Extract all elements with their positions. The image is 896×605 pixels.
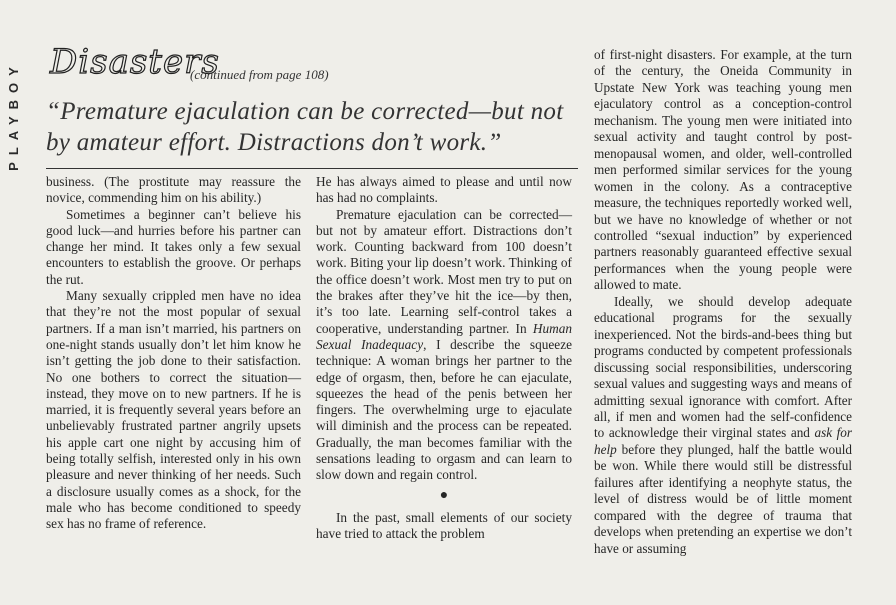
paragraph: In the past, small elements of our society have tried to attack the problem xyxy=(316,509,572,541)
paragraph-text: before they plunged, half the battle would be won. While there would still be distressful failures after identifying a neophyte status, the level of distress would be of little moment compared with the degree of trauma that develops when pretending an expertise we don’t have or assuming xyxy=(594,441,852,556)
paragraph: Sometimes a beginner can’t believe his good luck—and hurries before his partner can change her mind. It takes only a few sexual encounters to establish the groove. Or perhaps the rut. xyxy=(46,206,301,287)
paragraph xyxy=(594,294,852,557)
paragraph: business. (The prostitute may reassure the novice, commending him on his ability.) xyxy=(46,174,301,206)
header-rule xyxy=(46,168,578,169)
paragraph: Many sexually crippled men have no idea that they’re not the most popular of sexual partners. If a man isn’t married, his partners on one-night stands usually don’t let him know he isn’t getting the job done to their satisfaction. No one bothers to correct the situation—instead, they move on to new partners. If he is married, it is frequently several years before an unbelievably frustrated partner angrily upsets his apple cart one night by accusing him of being totally selfish, interested only in his own pleasure and never thinking of her needs. Such a disclosure usually comes as a shock, for the male who has become conditioned to speedy sex has no frame of reference. xyxy=(46,288,301,532)
paragraph-text: Premature ejaculation can be corrected—but not by amateur effort. Distractions don’t work. Counting backward from 100 doesn’t work. Biting your lip doesn’t work. Thinking of the office doesn’t work. Most men try to put on the brakes after they’ve hit the ice—by then, it’s too late. Learning self-control takes a cooperative, understanding partner. In xyxy=(316,206,572,336)
paragraph xyxy=(316,207,572,484)
paragraph: of first-night disasters. For example, at the turn of the century, the Oneida Community in Upstate New York was teaching young men ejaculatory control as a conception-control mechanism. The young men were initiated into sexual activity and taught control by post-menopausal women, and older, well-controlled men performed similar services for the young women in the colony. As a contraceptive measure, the techniques reportedly worked well, but we have no knowledge of whether or not controlled “sexual induction” by experienced partners reasonably guaranteed effective sexual performances when the young people were allowed to mate. xyxy=(594,47,852,293)
magazine-side-label xyxy=(2,40,24,190)
magazine-name: PLAYBOY xyxy=(5,59,21,171)
article-title: Disasters xyxy=(50,42,220,82)
text-column-2 xyxy=(316,174,572,542)
article-header xyxy=(50,40,580,84)
continued-note: (continued from page 108) xyxy=(190,67,329,82)
section-break-bullet: ● xyxy=(439,487,449,503)
paragraph: He has always aimed to please and until now has had no complaints. xyxy=(316,174,572,206)
book-title: Human Sexual Inadequacy xyxy=(316,320,572,352)
text-column-1 xyxy=(46,174,301,533)
text-column-3 xyxy=(594,47,852,557)
paragraph-text: Ideally, we should develop adequate educational programs for the sexually inexperienced. Not the birds-and-bees thing but programs conducted by competent professionals discussing social responsibilities, underscoring sexual values and suggesting ways and means of admitting sexual ignorance with comfort. After all, if men and women had the self-confidence to acknowledge their virginal states and xyxy=(594,293,852,441)
pull-quote: “Premature ejaculation can be corrected—but not by amateur effort. Distractions don’t work.” xyxy=(46,98,564,156)
paragraph-text: , I describe the squeeze technique: A woman brings her partner to the edge of orgasm, then, before he can ejaculate, squeezes the head of the penis between her fingers. The overwhelming urge to ejaculate will diminish and the process can be repeated. Gradually, the man becomes familiar with the sensations leading to orgasm and can learn to slow down and regain control. xyxy=(316,336,573,483)
emphasis-text: ask for help xyxy=(594,425,852,457)
